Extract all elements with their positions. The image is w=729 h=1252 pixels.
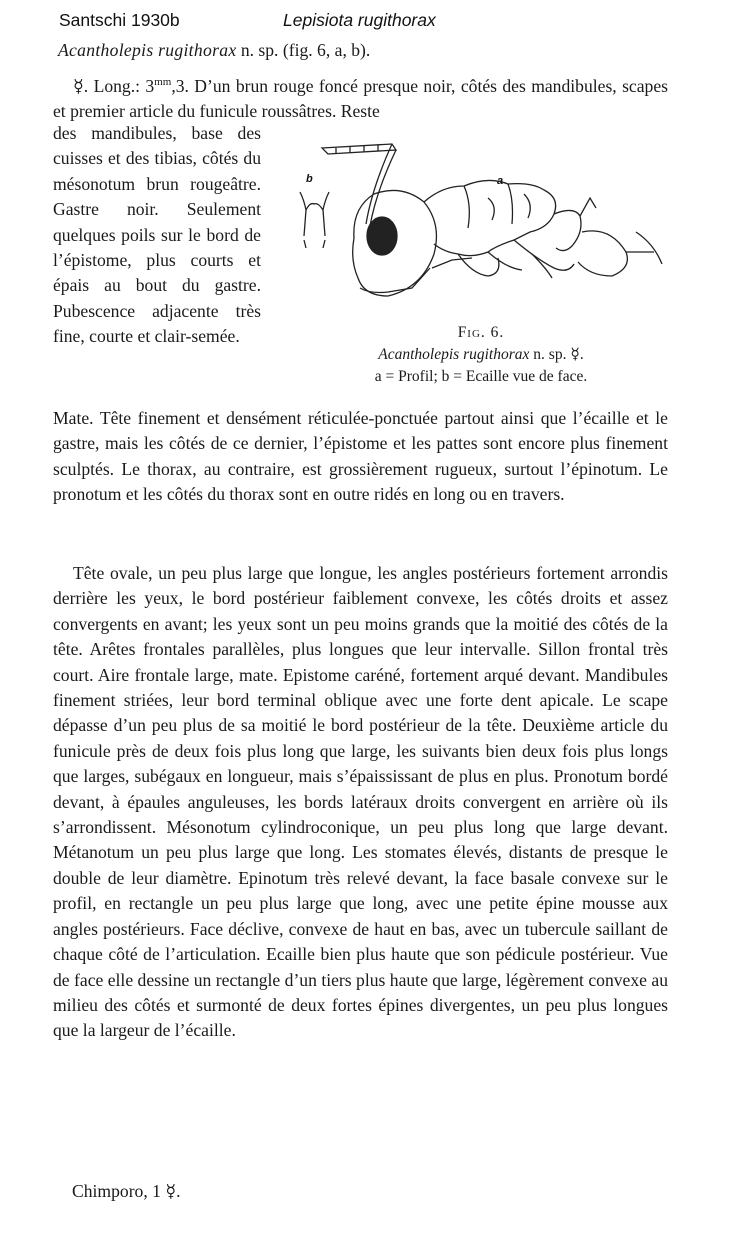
figure-label-b: b <box>306 173 313 185</box>
unit-superscript: mm <box>154 76 172 88</box>
scale-front-view-drawing <box>300 192 329 248</box>
figure-caption-species-name: Acantholepis rugithorax <box>378 346 530 363</box>
color-text: ,3. D’un brun rouge foncé presque noir, côtés des mandibules, scapes et premier article du funicule roussâtres. Reste <box>53 75 668 122</box>
paragraph-sculpture: Mate. Tête finement et densément réticulée-ponctuée partout ainsi que l’écaille et le gastre, mais les côtés de ce dernier, l’épistome et les pattes sont encore plus finement sculptés. Le thorax, au contraire, est grossièrement rugueux, surtout l’épinotum. Le pronotum et les côtés du thorax sont en outre ridés en long ou en travers. <box>53 408 668 505</box>
description-first-line <box>53 70 668 125</box>
profile-drawing <box>322 144 662 296</box>
figure-caption-species-rest: n. sp. ☿. <box>529 346 584 363</box>
figure-label-a: a <box>497 175 504 187</box>
paragraph-head-description: Tête ovale, un peu plus large que longue, les angles postérieurs fortement arrondis derrière les yeux, le bord postérieur faiblement convexe, les côtés droits et assez convergents en avant; les yeux sont un peu moins grands que la moitié des côtés de la tête. Arêtes frontales parallèles, plus longues que leur intervalle. Sillon frontal très court. Aire frontale large, mate. Epistome caréné, fortement arqué devant. Mandibules finement striées, leur bord terminal oblique avec une forte dent apicale. Le scape dépasse d’un peu plus de sa moitié le bord postérieur de la tête. Deuxième article du funicule près de deux fois plus long que large, les suivants bien deux fois plus longs que larges, subégaux en longueur, mais s’épaississant de plus en plus. Pronotum bordé devant, à épaules anguleuses, les bords latéraux droits convergent en arrière où ils s’arrondissent. Mésonotum cylindroconique, un peu plus long que large devant. Métanotum un peu plus large que long. Les stomates élevés, distants de presque le double de leur diamètre. Epinotum très relevé devant, la face basale convexe sur le profil, en rectangle un peu plus large que long, avec une petite épine mousse aux angles postérieurs. Face déclive, convexe de haut en bas, avec un tubercule saillant de chaque côté de l’articulation. Ecaille bien plus haute que son pédicule postérieur. Vue de face elle dessine un rectangle d’un tiers plus haute que large, légèrement convexe au milieu des côtés et surmonté de deux fortes épines divergentes, un peu plus longues que la largeur de l’écaille. <box>53 563 668 1041</box>
length-text: ☿. Long.: 3 <box>73 75 155 96</box>
wrapped-text-column: des mandibules, base des cuisses et des tibias, côtés du mésonotum brun rougeâtre. Gastre noir. Seulement quelques poils sur le bord de l’épistome, plus courts et épais au bout du gastre. Pubescence adjacente très fine, courte et clair-semée. <box>53 123 261 347</box>
species-heading-rest: n. sp. (fig. 6, a, b). <box>236 40 371 60</box>
figure-caption-legend: a = Profil; b = Ecaille vue de face. <box>374 368 588 385</box>
species-name: Acantholepis rugithorax <box>58 40 237 60</box>
figure-caption-species <box>292 344 670 365</box>
header-author-year: Santschi 1930b <box>59 10 180 30</box>
species-heading <box>58 40 370 61</box>
figure-caption-title: Fig. 6. <box>457 324 505 341</box>
header-running-title: Lepisiota rugithorax <box>283 10 436 30</box>
locality-line: Chimporo, 1 ☿. <box>72 1181 181 1201</box>
figure-6-drawing <box>292 128 670 318</box>
